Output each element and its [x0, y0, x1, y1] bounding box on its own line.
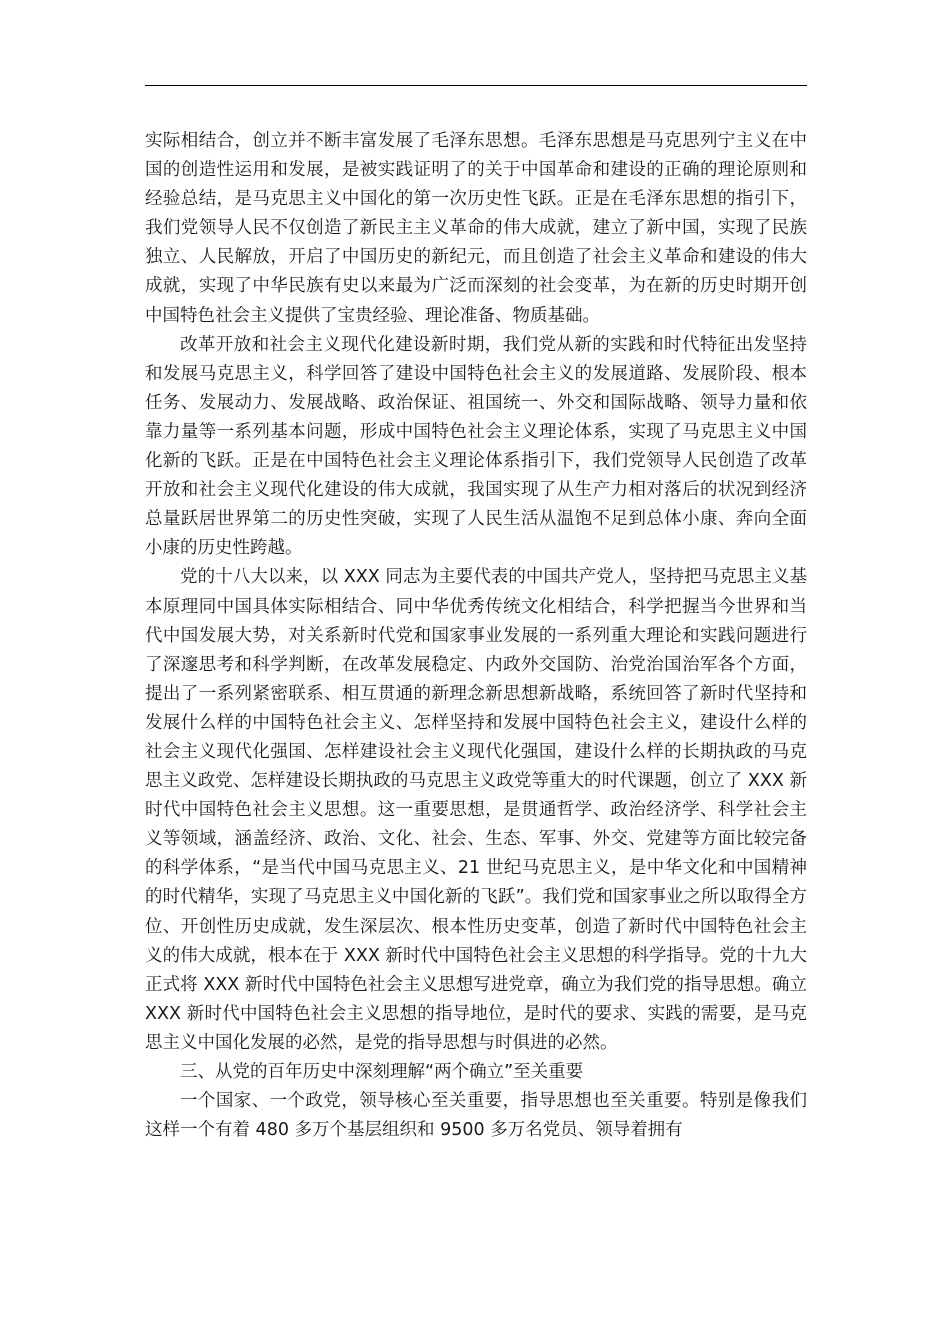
header-rule: [145, 85, 807, 86]
paragraph-2: 改革开放和社会主义现代化建设新时期，我们党从新的实践和时代特征出发坚持和发展马克思主义，科学回答了建设中国特色社会主义的发展道路、发展阶段、根本任务、发展动力、发展战略、政治保证、祖国统一、外交和国际战略、领导力量和依靠力量等一系列基本问题，形成中国特色社会主义理论体系，实现了马克思主义中国化新的飞跃。正是在中国特色社会主义理论体系指引下，我们党领导人民创造了改革开放和社会主义现代化建设的伟大成就，我国实现了从生产力相对落后的状况到经济总量跃居世界第二的历史性突破，实现了人民生活从温饱不足到总体小康、奔向全面小康的历史性跨越。: [145, 334, 807, 559]
paragraph-3: 党的十八大以来，以 XXX 同志为主要代表的中国共产党人，坚持把马克思主义基本原理同中国具体实际相结合、同中华优秀传统文化相结合，科学把握当今世界和当代中国发展大势，对关系新时代党和国家事业发展的一系列重大理论和实践问题进行了深邃思考和科学判断，在改革发展稳定、内政外交国防、治党治国治军各个方面，提出了一系列紧密联系、相互贯通的新理念新思想新战略，系统回答了新时代坚持和发展什么样的中国特色社会主义、怎样坚持和发展中国特色社会主义，建设什么样的社会主义现代化强国、怎样建设社会主义现代化强国，建设什么样的长期执政的马克思主义政党、怎样建设长期执政的马克思主义政党等重大的时代课题，创立了 XXX 新时代中国特色社会主义思想。这一重要思想，是贯通哲学、政治经济学、科学社会主义等领域，涵盖经济、政治、文化、社会、生态、军事、外交、党建等方面比较完备的科学体系，“是当代中国马克思主义、21 世纪马克思主义，是中华文化和中国精神的时代精华，实现了马克思主义中国化新的飞跃”。我们党和国家事业之所以取得全方位、开创性历史成就，发生深层次、根本性历史变革，创造了新时代中国特色社会主义的伟大成就，根本在于 XXX 新时代中国特色社会主义思想的科学指导。党的十九大正式将 XXX 新时代中国特色社会主义思想写进党章，确立为我们党的指导思想。确立 XXX 新时代中国特色社会主义思想的指导地位，是时代的要求、实践的需要，是马克思主义中国化发展的必然，是党的指导思想与时俱进的必然。: [145, 567, 807, 1053]
section-heading: 三、从党的百年历史中深刻理解“两个确立”至关重要: [180, 1062, 584, 1082]
document-body: [145, 127, 807, 1145]
paragraph-4: 一个国家、一个政党，领导核心至关重要，指导思想也至关重要。特别是像我们这样一个有着 480 多万个基层组织和 9500 多万名党员、领导着拥有: [145, 1091, 807, 1141]
paragraph-1: 实际相结合，创立并不断丰富发展了毛泽东思想。毛泽东思想是马克思列宁主义在中国的创造性运用和发展，是被实践证明了的关于中国革命和建设的正确的理论原则和经验总结，是马克思主义中国化的第一次历史性飞跃。正是在毛泽东思想的指引下，我们党领导人民不仅创造了新民主主义革命的伟大成就，建立了新中国，实现了民族独立、人民解放，开启了中国历史的新纪元，而且创造了社会主义革命和建设的伟大成就，实现了中华民族有史以来最为广泛而深刻的社会变革，为在新的历史时期开创中国特色社会主义提供了宝贵经验、理论准备、物质基础。: [145, 131, 807, 326]
